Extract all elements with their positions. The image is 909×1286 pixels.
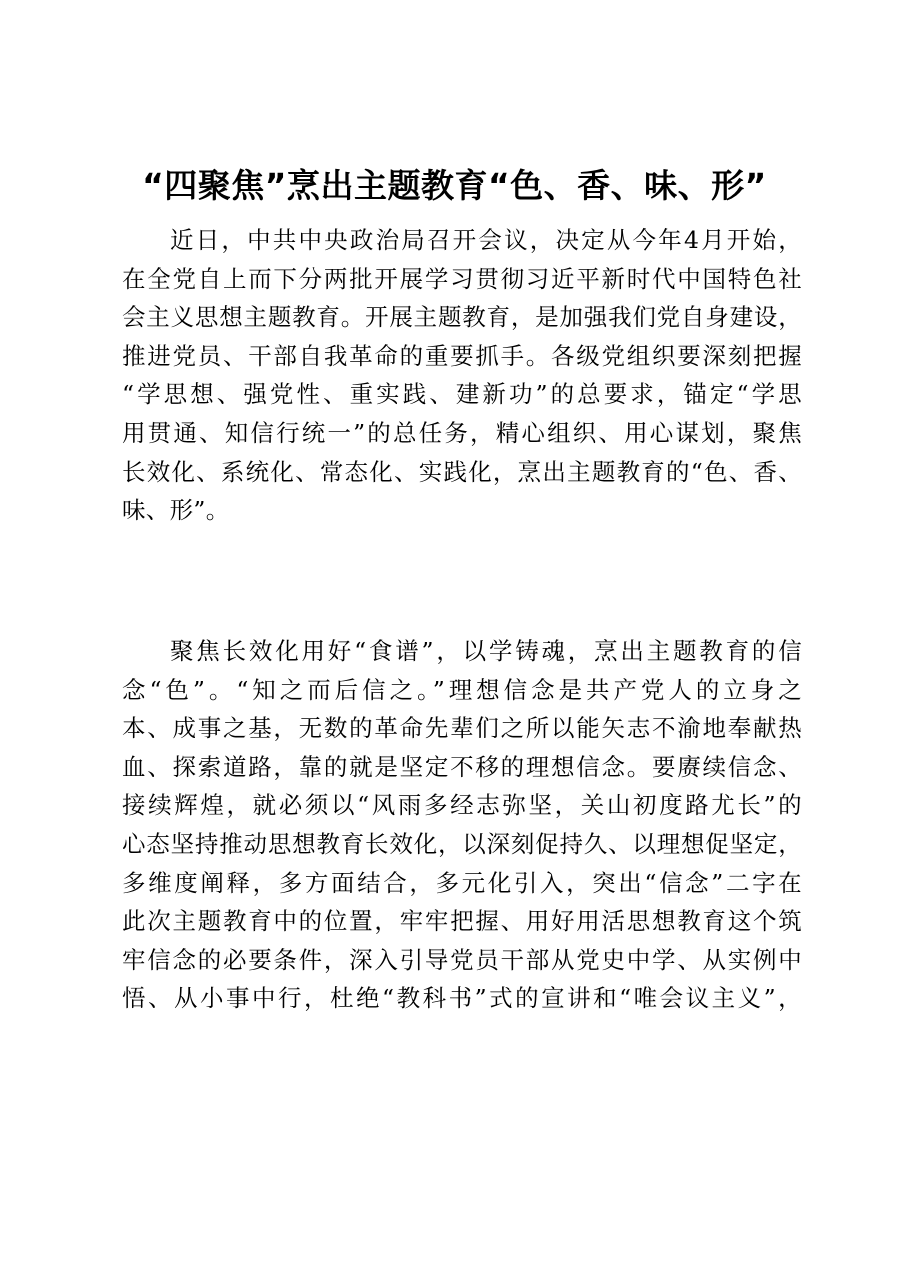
paragraph-line: 血、探索道路，靠的就是坚定不移的理想信念。要赓续信念、 — [122, 752, 802, 781]
paragraph-1 — [122, 221, 802, 530]
document-title: “四聚焦”烹出主题教育“色、香、味、形” — [142, 166, 767, 205]
paragraph-line: 在全党自上而下分两批开展学习贯彻习近平新时代中国特色社 — [122, 264, 802, 293]
paragraph-line: 此次主题教育中的位置，牢牢把握、用好用活思想教育这个筑 — [122, 907, 802, 936]
paragraph-2 — [122, 632, 802, 1018]
paragraph-line: 聚焦长效化用好“食谱”，以学铸魂，烹出主题教育的信 — [170, 637, 802, 665]
paragraph-line: 多维度阐释，多方面结合，多元化引入，突出“信念”二字在 — [122, 868, 802, 897]
paragraph-line: 用贯通、知信行统一”的总任务，精心组织、用心谋划，聚焦 — [122, 418, 802, 447]
paragraph-line: 长效化、系统化、常态化、实践化，烹出主题教育的“色、香、 — [122, 457, 802, 486]
paragraph-line: 本、成事之基，无数的革命先辈们之所以能矢志不渝地奉献热 — [122, 714, 802, 743]
paragraph-line: 心态坚持推动思想教育长效化，以深刻促持久、以理想促坚定， — [122, 829, 802, 858]
paragraph-line: 会主义思想主题教育。开展主题教育，是加强我们党自身建设， — [122, 303, 802, 332]
paragraph-line: 近日，中共中央政治局召开会议，决定从今年4月开始， — [170, 226, 802, 254]
paragraph-line: “学思想、强党性、重实践、建新功”的总要求，锚定“学思 — [122, 380, 802, 409]
paragraph-line: 味、形”。 — [122, 496, 230, 525]
paragraph-line: 牢信念的必要条件，深入引导党员干部从党史中学、从实例中 — [122, 945, 802, 974]
paragraph-line: 接续辉煌，就必须以“风雨多经志弥坚，关山初度路尤长”的 — [122, 791, 802, 820]
paragraph-line: 推进党员、干部自我革命的重要抓手。各级党组织要深刻把握 — [122, 341, 802, 370]
paragraph-line: 念“色”。“知之而后信之。”理想信念是共产党人的立身之 — [122, 675, 802, 704]
paragraph-line: 悟、从小事中行，杜绝“教科书”式的宣讲和“唯会议主义”， — [122, 984, 802, 1013]
